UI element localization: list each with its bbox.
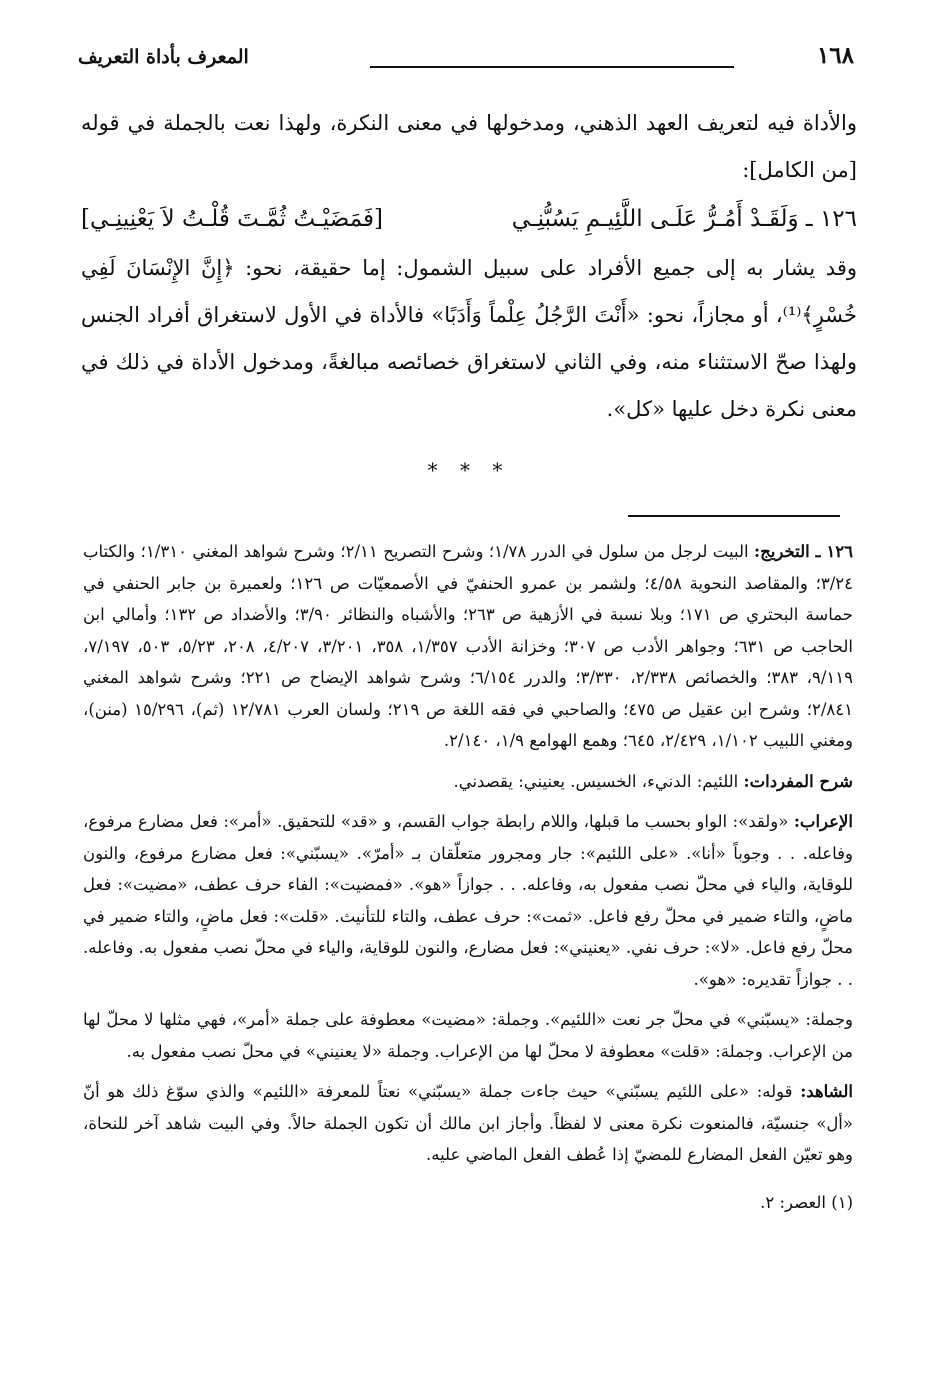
running-title: المعرف بأداة التعريف [78,46,249,68]
page-header [78,42,854,76]
takhrij-note [83,536,853,757]
irab-note [83,806,853,995]
verse-second-hemistich: [فَمَضَيْـتُ ثُمَّـتَ قُلْـتُ لاَ يَعْنِينِـي] [81,206,383,232]
poetry-verse [81,196,857,243]
footnote-1: (١) العصر: ٢. [760,1192,853,1212]
main-text [81,100,857,494]
takhrij-text: البيت لرجل من سلول في الدرر ١/٧٨؛ وشرح التصريح ٢/١١؛ وشرح شواهد المغني ١/٣١٠؛ والكتاب ٣/٢٤؛ والمقاصد النحوية ٤/٥٨؛ ولشمر بن عمرو الحنفيّ في الأصمعيّات ص ١٢٦؛ ولعميرة بن جابر الحنفي في حماسة البحتري ص ١٧١؛ وبلا نسبة في الأزهية ص ٢٦٣؛ والأشباه والنظائر ٣/٩٠؛ والأضداد ص ١٣٢؛ وأمالي ابن الحاجب ص ٦٣١؛ وجواهر الأدب ص ٣٠٧؛ وخزانة الأدب ١/٣٥٧، ٣٥٨، ٣/٢٠١، ٤/٢٠٧، ٢٠٨، ٥/٢٣، ٥٠٣، ٧/١٩٧، ٩/١١٩، ٣٨٣؛ والخصائص ٢/٣٣٨، ٣/٣٣٠؛ والدرر ٦/١٥٤؛ وشرح شواهد الإيضاح ص ٢٢١؛ وشرح شواهد المغني ٢/٨٤١؛ وشرح ابن عقيل ص ٤٧٥؛ والصاحبي في فقه اللغة ص ٢١٩؛ ولسان العرب ١٢/٧٨١ (ثم)، ١٥/٢٩٦ (منن)، ومغني اللبيب ١/١٠٢، ٢/٤٢٩، ٦٤٥؛ وهمع الهوامع ١/٩، ٢/١٤٠. [83,542,853,750]
irab-label: الإعراب: [793,812,853,831]
jumla-note: وجملة: «يسبّني» في محلّ جر نعت «اللئيم». وجملة: «مضيت» معطوفة على جملة «أمر»، فهي مثلها لا محلّ لها من الإعراب. وجملة: «قلت» معطوفة لا محلّ لها من الإعراب. وجملة «لا يعنيني» في محلّ نصب مفعول به. [83,1010,853,1061]
paragraph-2: وقد يشار به إلى جميع الأفراد على سبيل الشمول: إما حقيقة، نحو: ﴿إِنَّ الإِنْسَانَ لَفِي خُسْرٍ﴾⁽¹⁾، أو مجازاً، نحو: «أَنْتَ الرَّجُلُ عِلْماً وَأَدَبًا» فالأداة في الأول لاستغراق أفراد الجنس ولهذا صحّ الاستثناء منه، وفي الثاني لاستغراق خصائصه مبالغةً، ومدخول الأداة في ذلك في معنى نكرة دخل عليها «كل». [81,256,857,421]
footnotes [83,536,853,1218]
takhrij-label: ١٢٦ ـ التخريج: [754,542,853,561]
irab-text: «ولقد»: الواو بحسب ما قبلها، واللام رابطة جواب القسم، و «قد» للتحقيق. «أمر»: فعل مضارع مرفوع، وفاعله. . . وجوباً «أنا». «على اللئيم»: جار ومجرور متعلّقان بـ «أمرّ». «يسبّني»: فعل مضارع مرفوع، والنون للوقاية، والياء في محلّ نصب مفعول به، وفاعله. . . جوازاً «هو». «فمضيت»: الفاء حرف عطف، «مضيت»: فعل ماضٍ، والتاء ضمير في محلّ رفع فاعل. «ثمت»: حرف عطف، والتاء للتأنيث. «قلت»: فعل ماضٍ، والتاء ضمير في محلّ رفع فاعل. «لا»: حرف نفي. «يعنيني»: فعل مضارع، والنون للوقاية، والياء في محلّ نصب مفعول به. وفاعله. . . جوازاً تقديره: «هو». [83,812,853,989]
verse-first-hemistich: ١٢٦ ـ وَلَقَـدْ أَمُـرُّ عَلَـى اللَّئِيـمِ يَسُبُّنِـي [511,206,857,232]
header-rule [370,66,734,68]
shahid-label: الشاهد: [800,1082,853,1101]
shahid-text: قوله: «على اللئيم يسبّني» حيث جاءت جملة «يسبّني» نعتاً للمعرفة «اللئيم» والذي سوّغ ذلك هو أنّ «أل» جنسيّة، فالمنعوت نكرة معنى لا لفظاً. وأجاز ابن مالك أن تكون الجملة حالاً. وفي البيت شاهد آخر للنحاة، وهو تعيّن الفعل المضارع للمضيّ إذا عُطف الفعل الماضي عليه. [83,1082,853,1164]
mufradat-label: شرح المفردات: [743,771,853,791]
footnote-rule [628,515,840,517]
mufradat-note [83,766,853,798]
shahid-note [83,1076,853,1171]
section-separator: * * * [427,458,511,482]
paragraph-1: والأداة فيه لتعريف العهد الذهني، ومدخولها في معنى النكرة، ولهذا نعت بالجملة في قوله [من الكامل]: [81,111,857,182]
page-number: ١٦٨ [816,42,854,69]
mufradat-text: اللئيم: الدنيء، الخسيس. يعنيني: يقصدني. [453,771,739,791]
